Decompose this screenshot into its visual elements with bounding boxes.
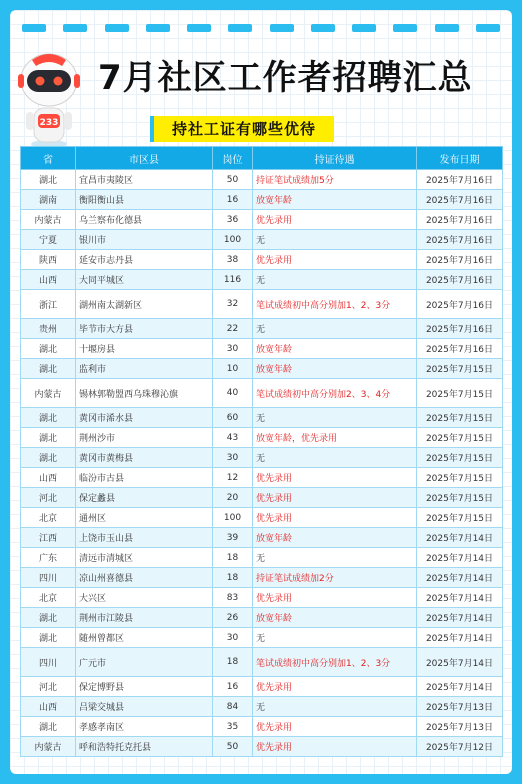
- table-row: [21, 677, 503, 697]
- cell-date: 2025年7月12日: [417, 737, 503, 757]
- dashed-border-decoration: [22, 24, 500, 32]
- cell-benefit: 优先录用: [253, 250, 417, 270]
- cell-jobs: 30: [213, 628, 253, 648]
- cell-province: 湖北: [21, 408, 76, 428]
- cell-province: 湖北: [21, 359, 76, 379]
- cell-benefit: 优先录用: [253, 588, 417, 608]
- cell-date: 2025年7月16日: [417, 210, 503, 230]
- page-title: 7月社区工作者招聘汇总: [98, 58, 473, 98]
- table-header-row: [21, 147, 503, 170]
- column-header-date: 发布日期: [417, 147, 503, 170]
- cell-province: 湖北: [21, 339, 76, 359]
- cell-jobs: 32: [213, 290, 253, 319]
- cell-province: 宁夏: [21, 230, 76, 250]
- cell-benefit: 优先录用: [253, 737, 417, 757]
- cell-city: 保定蠡县: [76, 488, 213, 508]
- cell-city: 十堰房县: [76, 339, 213, 359]
- cell-jobs: 40: [213, 379, 253, 408]
- cell-jobs: 16: [213, 190, 253, 210]
- cell-date: 2025年7月16日: [417, 250, 503, 270]
- table-row: [21, 628, 503, 648]
- cell-date: 2025年7月14日: [417, 628, 503, 648]
- cell-benefit: 无: [253, 448, 417, 468]
- table-row: [21, 488, 503, 508]
- cell-benefit: 笔试成绩初中高分别加1、2、3分: [253, 290, 417, 319]
- cell-jobs: 35: [213, 717, 253, 737]
- cell-benefit: 无: [253, 230, 417, 250]
- table-row: [21, 648, 503, 677]
- cell-province: 广东: [21, 548, 76, 568]
- cell-date: 2025年7月15日: [417, 508, 503, 528]
- cell-province: 河北: [21, 488, 76, 508]
- cell-date: 2025年7月14日: [417, 528, 503, 548]
- table-row: [21, 319, 503, 339]
- cell-benefit: 优先录用: [253, 677, 417, 697]
- cell-province: 山西: [21, 697, 76, 717]
- cell-province: 湖北: [21, 428, 76, 448]
- cell-province: 四川: [21, 648, 76, 677]
- cell-city: 保定博野县: [76, 677, 213, 697]
- table-row: [21, 697, 503, 717]
- cell-date: 2025年7月16日: [417, 339, 503, 359]
- cell-province: 内蒙古: [21, 737, 76, 757]
- cell-jobs: 43: [213, 428, 253, 448]
- cell-city: 荆州市江陵县: [76, 608, 213, 628]
- cell-province: 湖北: [21, 170, 76, 190]
- cell-benefit: 无: [253, 628, 417, 648]
- cell-city: 广元市: [76, 648, 213, 677]
- cell-province: 湖北: [21, 628, 76, 648]
- cell-benefit: 优先录用: [253, 488, 417, 508]
- cell-date: 2025年7月15日: [417, 428, 503, 448]
- cell-province: 贵州: [21, 319, 76, 339]
- cell-province: 湖北: [21, 717, 76, 737]
- cell-province: 内蒙古: [21, 379, 76, 408]
- cell-jobs: 36: [213, 210, 253, 230]
- table-row: [21, 250, 503, 270]
- cell-province: 陕西: [21, 250, 76, 270]
- cell-city: 临汾市古县: [76, 468, 213, 488]
- cell-benefit: 放宽年龄，优先录用: [253, 428, 417, 448]
- cell-benefit: 无: [253, 270, 417, 290]
- cell-benefit: 优先录用: [253, 717, 417, 737]
- cell-city: 通州区: [76, 508, 213, 528]
- cell-province: 北京: [21, 508, 76, 528]
- cell-province: 湖南: [21, 190, 76, 210]
- table-row: [21, 568, 503, 588]
- table-row: [21, 737, 503, 757]
- cell-jobs: 10: [213, 359, 253, 379]
- cell-city: 大兴区: [76, 588, 213, 608]
- cell-jobs: 26: [213, 608, 253, 628]
- cell-date: 2025年7月15日: [417, 379, 503, 408]
- table-row: [21, 359, 503, 379]
- cell-province: 北京: [21, 588, 76, 608]
- cell-jobs: 60: [213, 408, 253, 428]
- mascot-badge: 233: [39, 118, 59, 128]
- table-row: [21, 468, 503, 488]
- cell-benefit: 笔试成绩初中高分别加2、3、4分: [253, 379, 417, 408]
- cell-date: 2025年7月16日: [417, 290, 503, 319]
- cell-city: 清远市清城区: [76, 548, 213, 568]
- cell-date: 2025年7月15日: [417, 488, 503, 508]
- cell-city: 监利市: [76, 359, 213, 379]
- cell-benefit: 优先录用: [253, 508, 417, 528]
- table-row: [21, 170, 503, 190]
- cell-jobs: 18: [213, 568, 253, 588]
- cell-date: 2025年7月15日: [417, 408, 503, 428]
- cell-benefit: 笔试成绩初中高分别加1、2、3分: [253, 648, 417, 677]
- cell-province: 山西: [21, 468, 76, 488]
- cell-date: 2025年7月16日: [417, 270, 503, 290]
- cell-jobs: 50: [213, 170, 253, 190]
- cell-jobs: 18: [213, 548, 253, 568]
- cell-city: 荆州沙市: [76, 428, 213, 448]
- cell-benefit: 无: [253, 697, 417, 717]
- cell-jobs: 18: [213, 648, 253, 677]
- poster-frame: [10, 10, 512, 774]
- cell-jobs: 30: [213, 448, 253, 468]
- table-row: [21, 230, 503, 250]
- column-header-city: 市区县: [76, 147, 213, 170]
- cell-city: 上饶市玉山县: [76, 528, 213, 548]
- cell-city: 大同平城区: [76, 270, 213, 290]
- table-row: [21, 528, 503, 548]
- table-row: [21, 588, 503, 608]
- recruitment-table: [20, 146, 503, 757]
- cell-date: 2025年7月14日: [417, 648, 503, 677]
- cell-benefit: 放宽年龄: [253, 190, 417, 210]
- table-row: [21, 717, 503, 737]
- column-header-benefit: 持证待遇: [253, 147, 417, 170]
- cell-jobs: 83: [213, 588, 253, 608]
- cell-date: 2025年7月14日: [417, 548, 503, 568]
- column-header-jobs: 岗位: [213, 147, 253, 170]
- cell-benefit: 无: [253, 548, 417, 568]
- cell-jobs: 38: [213, 250, 253, 270]
- cell-city: 锡林郭勒盟西乌珠穆沁旗: [76, 379, 213, 408]
- subtitle-banner: 持社工证有哪些优待: [154, 116, 334, 142]
- cell-date: 2025年7月14日: [417, 588, 503, 608]
- cell-province: 江西: [21, 528, 76, 548]
- cell-jobs: 30: [213, 339, 253, 359]
- column-header-province: 省: [21, 147, 76, 170]
- cell-jobs: 116: [213, 270, 253, 290]
- cell-date: 2025年7月14日: [417, 608, 503, 628]
- cell-benefit: 放宽年龄: [253, 608, 417, 628]
- cell-city: 毕节市大方县: [76, 319, 213, 339]
- cell-province: 四川: [21, 568, 76, 588]
- cell-benefit: 持证笔试成绩加5分: [253, 170, 417, 190]
- cell-province: 湖北: [21, 608, 76, 628]
- cell-city: 乌兰察布化德县: [76, 210, 213, 230]
- cell-jobs: 100: [213, 508, 253, 528]
- cell-benefit: 放宽年龄: [253, 359, 417, 379]
- cell-city: 宜昌市夷陵区: [76, 170, 213, 190]
- cell-jobs: 20: [213, 488, 253, 508]
- cell-date: 2025年7月15日: [417, 359, 503, 379]
- cell-city: 孝感孝南区: [76, 717, 213, 737]
- cell-benefit: 放宽年龄: [253, 528, 417, 548]
- cell-city: 呼和浩特托克托县: [76, 737, 213, 757]
- table-row: [21, 508, 503, 528]
- cell-benefit: 优先录用: [253, 210, 417, 230]
- cell-benefit: 无: [253, 319, 417, 339]
- table-row: [21, 448, 503, 468]
- table-row: [21, 428, 503, 448]
- cell-province: 山西: [21, 270, 76, 290]
- table-row: [21, 270, 503, 290]
- table-row: [21, 608, 503, 628]
- cell-city: 湖州南太湖新区: [76, 290, 213, 319]
- table-row: [21, 408, 503, 428]
- table-row: [21, 210, 503, 230]
- cell-province: 浙江: [21, 290, 76, 319]
- cell-province: 内蒙古: [21, 210, 76, 230]
- cell-date: 2025年7月14日: [417, 568, 503, 588]
- cell-date: 2025年7月15日: [417, 448, 503, 468]
- cell-benefit: 无: [253, 408, 417, 428]
- table-row: [21, 548, 503, 568]
- cell-date: 2025年7月16日: [417, 319, 503, 339]
- table-row: [21, 339, 503, 359]
- cell-jobs: 50: [213, 737, 253, 757]
- cell-city: 银川市: [76, 230, 213, 250]
- cell-city: 黄冈市浠水县: [76, 408, 213, 428]
- cell-jobs: 22: [213, 319, 253, 339]
- cell-benefit: 放宽年龄: [253, 339, 417, 359]
- cell-province: 河北: [21, 677, 76, 697]
- cell-date: 2025年7月16日: [417, 190, 503, 210]
- cell-benefit: 持证笔试成绩加2分: [253, 568, 417, 588]
- cell-city: 延安市志丹县: [76, 250, 213, 270]
- table-row: [21, 190, 503, 210]
- cell-date: 2025年7月14日: [417, 677, 503, 697]
- cell-date: 2025年7月16日: [417, 230, 503, 250]
- cell-city: 黄冈市黄梅县: [76, 448, 213, 468]
- cell-date: 2025年7月13日: [417, 717, 503, 737]
- cell-province: 湖北: [21, 448, 76, 468]
- cell-date: 2025年7月15日: [417, 468, 503, 488]
- robot-mascot-icon: [14, 50, 84, 150]
- cell-date: 2025年7月13日: [417, 697, 503, 717]
- cell-date: 2025年7月16日: [417, 170, 503, 190]
- cell-city: 吕梁交城县: [76, 697, 213, 717]
- cell-jobs: 16: [213, 677, 253, 697]
- cell-jobs: 100: [213, 230, 253, 250]
- cell-city: 凉山州喜德县: [76, 568, 213, 588]
- cell-jobs: 39: [213, 528, 253, 548]
- cell-benefit: 优先录用: [253, 468, 417, 488]
- cell-city: 随州曾都区: [76, 628, 213, 648]
- table-row: [21, 290, 503, 319]
- table-row: [21, 379, 503, 408]
- cell-city: 衡阳衡山县: [76, 190, 213, 210]
- cell-jobs: 12: [213, 468, 253, 488]
- cell-jobs: 84: [213, 697, 253, 717]
